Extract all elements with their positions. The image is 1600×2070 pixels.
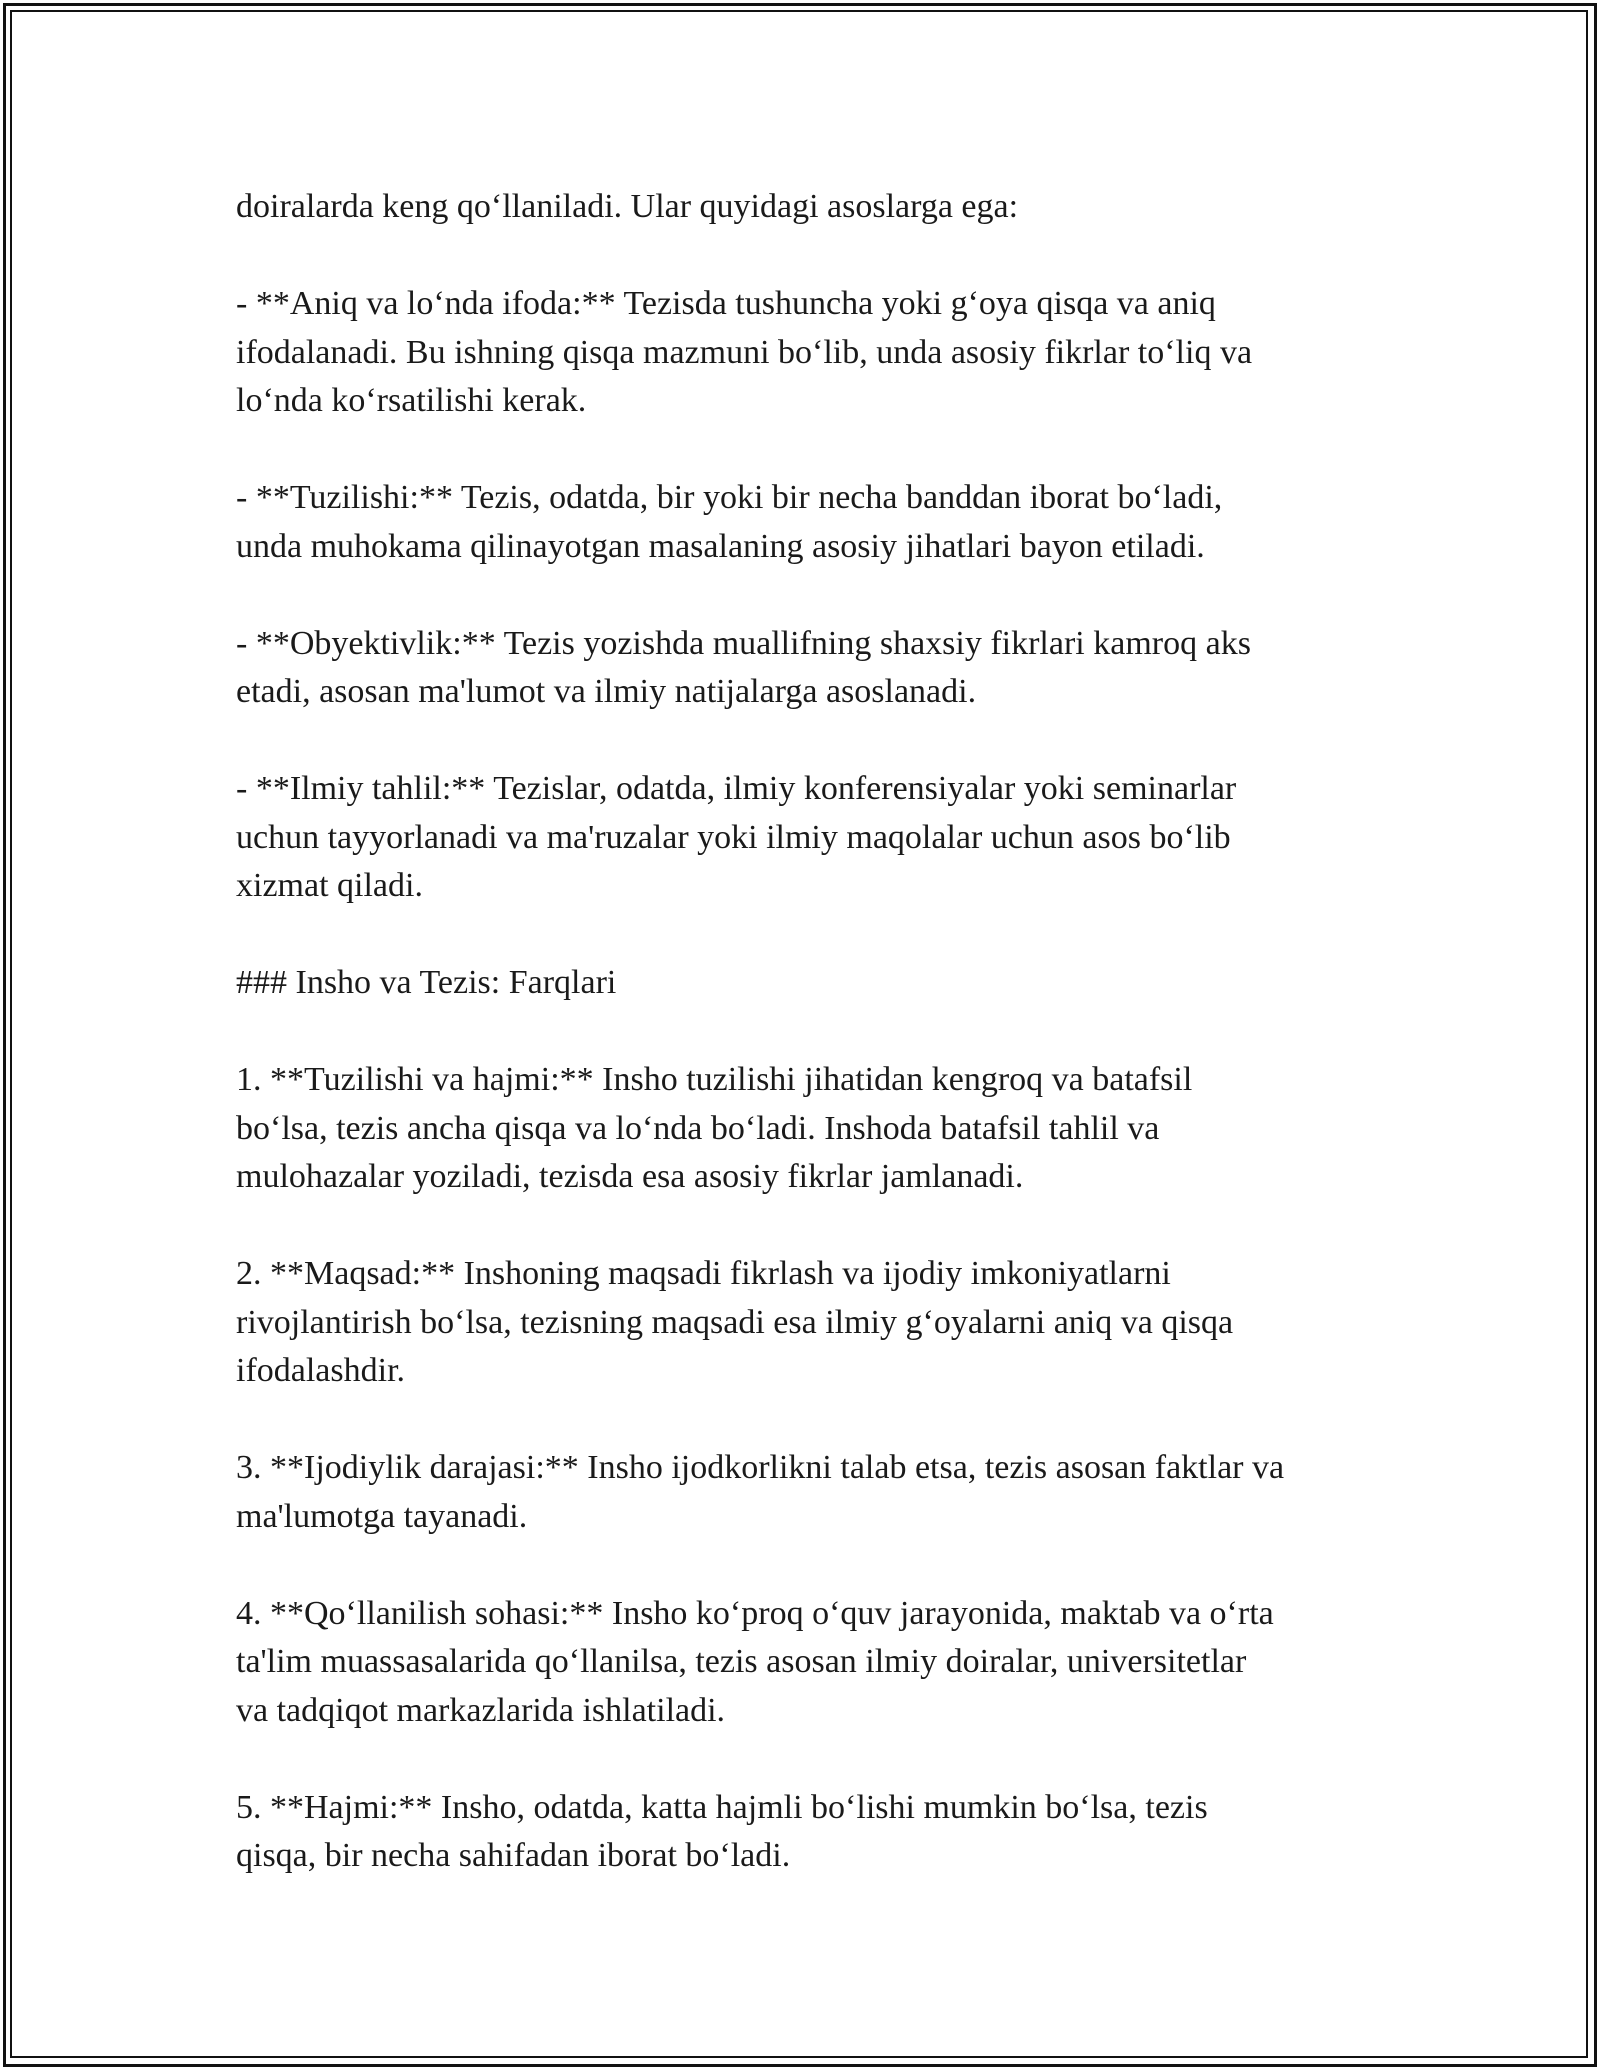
document-body — [236, 183, 1386, 1881]
list-item-5: 5. **Hajmi:** Insho, odatda, katta hajmli bo‘lishi mumkin bo‘lsa, tezis qisqa, bir necha sahifadan iborat bo‘ladi. — [236, 1788, 1208, 1874]
list-item-3: 3. **Ijodiylik darajasi:** Insho ijodkorlikni talab etsa, tezis asosan faktlar va ma'lumotga tayanadi. — [236, 1449, 1285, 1535]
bullet-obyektivlik: - **Obyektivlik:** Tezis yozishda muallifning shaxsiy fikrlari kamroq aks etadi, asosan ma'lumot va ilmiy natijalarga asoslanadi. — [236, 624, 1251, 710]
bullet-aniq-va-londa-ifoda: - **Aniq va lo‘nda ifoda:** Tezisda tushuncha yoki g‘oya qisqa va aniq ifodalanadi. Bu ishning qisqa mazmuni bo‘lib, unda asosiy fikrlar to‘liq va lo‘nda ko‘rsatilishi kerak. — [236, 285, 1253, 419]
list-item-2: 2. **Maqsad:** Inshoning maqsadi fikrlash va ijodiy imkoniyatlarni rivojlantirish bo‘lsa, tezisning maqsadi esa ilmiy g‘oyalarni aniq va qisqa ifodalashdir. — [236, 1255, 1234, 1389]
bullet-tuzilishi: - **Tuzilishi:** Tezis, odatda, bir yoki bir necha banddan iborat bo‘ladi, unda muhokama qilinayotgan masalaning asosiy jihatlari bayon etiladi. — [236, 479, 1223, 565]
bullet-ilmiy-tahlil: - **Ilmiy tahlil:** Tezislar, odatda, ilmiy konferensiyalar yoki seminarlar uchun tayyorlanadi va ma'ruzalar yoki ilmiy maqolalar uchun asos bo‘lib xizmat qiladi. — [236, 770, 1237, 904]
intro-line: doiralarda keng qo‘llaniladi. Ular quyidagi asoslarga ega: — [236, 188, 1019, 225]
list-item-1: 1. **Tuzilishi va hajmi:** Insho tuzilishi jihatidan kengroq va batafsil bo‘lsa, tezis ancha qisqa va lo‘nda bo‘ladi. Inshoda batafsil tahlil va mulohazalar yoziladi, tezisda esa asosiy fikrlar jamlanadi. — [236, 1061, 1193, 1195]
section-heading: ### Insho va Tezis: Farqlari — [236, 964, 617, 1001]
list-item-4: 4. **Qo‘llanilish sohasi:** Insho ko‘proq o‘quv jarayonida, maktab va o‘rta ta'lim muassasalarida qo‘llanilsa, tezis asosan ilmiy doiralar, universitetlar va tadqiqot markazlarida ishlatiladi. — [236, 1594, 1274, 1729]
